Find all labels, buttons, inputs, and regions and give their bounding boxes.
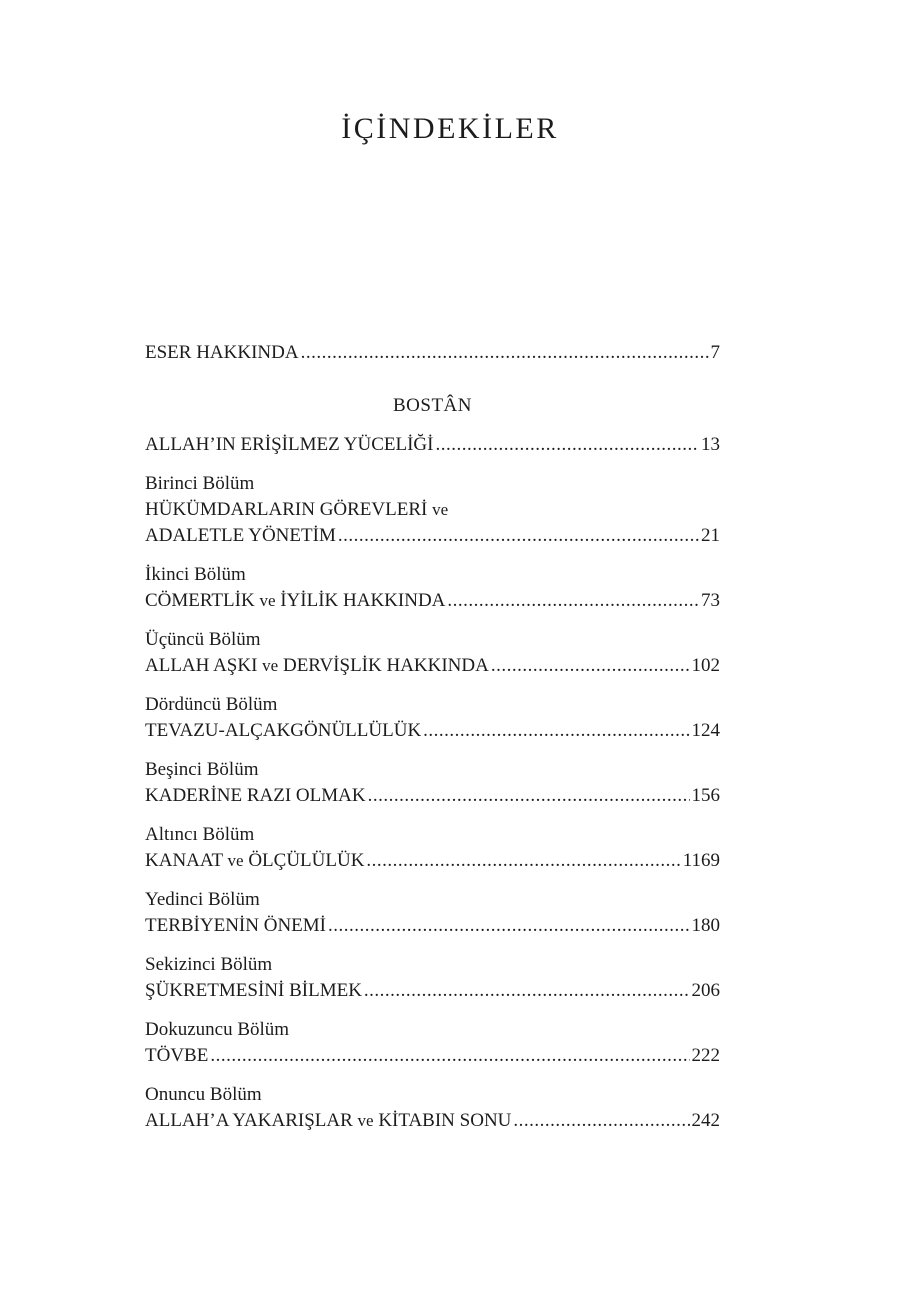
chapter-label: Onuncu Bölüm — [145, 1084, 262, 1105]
toc-entry-chapter-3 — [145, 627, 720, 679]
entry-title-line — [145, 497, 720, 523]
dot-leader — [366, 848, 680, 874]
dot-leader — [513, 1108, 689, 1134]
page-number: 73 — [701, 590, 720, 611]
dot-leader — [338, 523, 699, 549]
dot-leader — [328, 913, 689, 939]
toc-entry-chapter-6 — [145, 822, 720, 874]
page-number: 206 — [691, 980, 720, 1001]
page-number: 13 — [701, 434, 720, 455]
page-number: 7 — [710, 342, 720, 363]
page-number: 21 — [701, 525, 720, 546]
entry-title: ŞÜKRETMESİNİ BİLMEK — [145, 980, 362, 1001]
chapter-label: Sekizinci Bölüm — [145, 954, 273, 975]
toc-entry-chapter-5 — [145, 757, 720, 809]
chapter-label: Beşinci Bölüm — [145, 759, 259, 780]
conjunction: ve — [432, 500, 449, 519]
entry-title: TEVAZU-ALÇAKGÖNÜLLÜLÜK — [145, 720, 422, 741]
page-number: 124 — [691, 720, 720, 741]
entry-title: ADALETLE YÖNETİM — [145, 525, 336, 546]
toc-entry-chapter-8 — [145, 952, 720, 1004]
entry-title: ALLAH’A YAKARIŞLAR ve KİTABIN SONU — [145, 1110, 512, 1131]
page-number: 1169 — [682, 850, 720, 871]
toc-entry-intro — [145, 340, 720, 366]
entry-title: HÜKÜMDARLARIN GÖREVLERİ — [145, 499, 428, 520]
conjunction: ve — [357, 1111, 374, 1130]
toc-entry-chapter-1 — [145, 471, 720, 549]
toc-entry-chapter-4 — [145, 692, 720, 744]
chapter-label: Üçüncü Bölüm — [145, 629, 261, 650]
dot-leader — [423, 718, 689, 744]
conjunction: ve — [227, 851, 244, 870]
entry-title: KADERİNE RAZI OLMAK — [145, 785, 366, 806]
entry-title: KANAAT ve ÖLÇÜLÜLÜK — [145, 850, 365, 871]
entry-title: CÖMERTLİK ve İYİLİK HAKKINDA — [145, 590, 446, 611]
conjunction: ve — [259, 591, 276, 610]
page-number: 242 — [691, 1110, 720, 1131]
page-number: 180 — [691, 915, 720, 936]
toc-entry-chapter-7 — [145, 887, 720, 939]
dot-leader — [435, 432, 699, 458]
dot-leader — [368, 783, 690, 809]
page-title: İÇİNDEKİLER — [341, 112, 559, 145]
section-heading: BOSTÂN — [392, 395, 472, 416]
entry-title: ALLAH AŞKI ve DERVİŞLİK HAKKINDA — [145, 655, 489, 676]
toc-entry-chapter-2 — [145, 562, 720, 614]
chapter-label: Altıncı Bölüm — [145, 824, 255, 845]
chapter-label: Yedinci Bölüm — [145, 889, 260, 910]
chapter-label: Dördüncü Bölüm — [145, 694, 278, 715]
entry-title: TERBİYENİN ÖNEMİ — [145, 915, 327, 936]
table-of-contents — [145, 340, 720, 1134]
chapter-label: Birinci Bölüm — [145, 473, 255, 494]
page-number: 102 — [691, 655, 720, 676]
toc-entry-chapter-10 — [145, 1082, 720, 1134]
dot-leader — [301, 340, 709, 366]
dot-leader — [364, 978, 690, 1004]
entry-title: ALLAH’IN ERİŞİLMEZ YÜCELİĞİ — [145, 434, 434, 455]
page-number: 156 — [691, 785, 720, 806]
conjunction: ve — [262, 656, 279, 675]
chapter-label: Dokuzuncu Bölüm — [145, 1019, 290, 1040]
entry-title: TÖVBE — [145, 1045, 209, 1066]
dot-leader — [491, 653, 690, 679]
toc-entry-chapter-9 — [145, 1017, 720, 1069]
toc-entry-prologue — [145, 432, 720, 458]
chapter-label: İkinci Bölüm — [145, 564, 246, 585]
entry-title: ESER HAKKINDA — [145, 342, 299, 363]
dot-leader — [447, 588, 699, 614]
page-number: 222 — [691, 1045, 720, 1066]
dot-leader — [210, 1043, 689, 1069]
